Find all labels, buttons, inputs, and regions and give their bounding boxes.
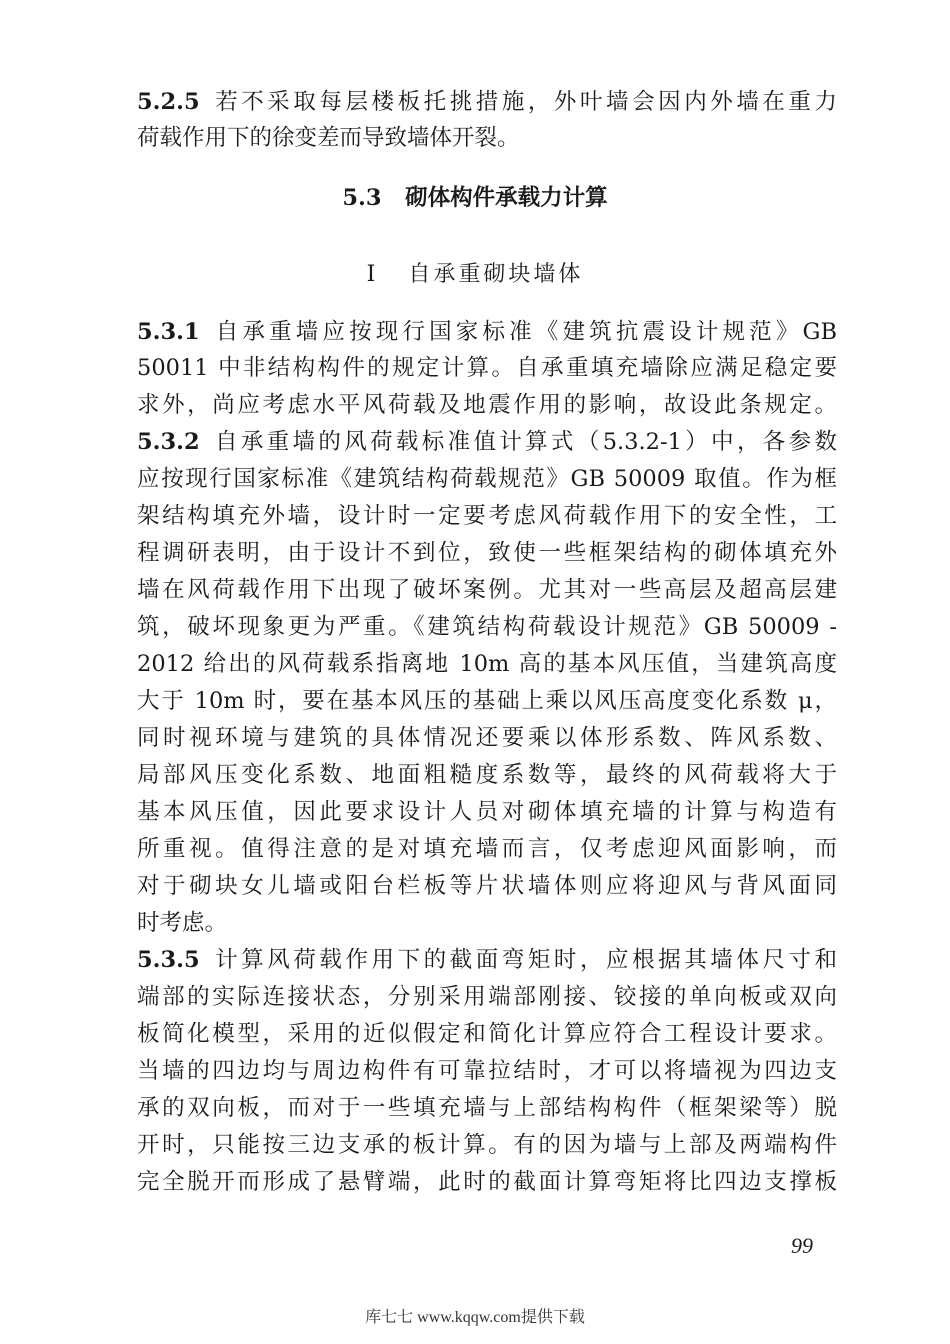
clause-5-3-2-line-3: 架结构填充外墙，设计时一定要考虑风荷载作用下的安全性，工 bbox=[137, 503, 837, 529]
clause-5-3-5-line-3: 板简化模型，采用的近似假定和简化计算应符合工程设计要求。 bbox=[137, 1021, 837, 1047]
clause-5-3-2-line-7: 2012 给出的风荷载系指离地 10m 高的基本风压值，当建筑高度 bbox=[137, 651, 837, 677]
section-heading: 5.3 砌体构件承载力计算 bbox=[342, 185, 608, 211]
clause-5-3-2-line-5: 墙在风荷载作用下出现了破坏案例。尤其对一些高层及超高层建 bbox=[137, 577, 837, 603]
clause-number: 5.3.5 bbox=[137, 947, 200, 973]
clause-5-3-1-line-2: 50011 中非结构构件的规定计算。自承重填充墙除应满足稳定要 bbox=[137, 355, 837, 381]
download-footer: 库七七 www.kqqw.com提供下载 bbox=[365, 1309, 585, 1326]
clause-5-3-2-line-12: 所重视。值得注意的是对填充墙而言，仅考虑迎风面影响，而 bbox=[137, 836, 837, 862]
clause-5-3-5-line-4: 当墙的四边均与周边构件有可靠拉结时，才可以将墙视为四边支 bbox=[137, 1058, 837, 1084]
clause-5-3-2-line-2: 应按现行国家标准《建筑结构荷载规范》GB 50009 取值。作为框 bbox=[137, 466, 837, 492]
clause-number: 5.3.2 bbox=[137, 429, 200, 455]
clause-5-3-5-line-6: 开时，只能按三边支承的板计算。有的因为墙与上部及两端构件 bbox=[137, 1132, 837, 1158]
clause-5-3-5-line-5: 承的双向板，而对于一些填充墙与上部结构构件（框架梁等）脱 bbox=[137, 1095, 837, 1121]
clause-5-3-2-line-10: 局部风压变化系数、地面粗糙度系数等，最终的风荷载将大于 bbox=[137, 762, 837, 788]
clause-5-3-5-line-1: 5.3.5 计算风荷载作用下的截面弯矩时，应根据其墙体尺寸和 bbox=[137, 947, 837, 973]
clause-5-3-2-line-6: 筑，破坏现象更为严重。《建筑结构荷载设计规范》GB 50009 - bbox=[137, 614, 837, 640]
clause-5-3-2-line-9: 同时视环境与建筑的具体情况还要乘以体形系数、阵风系数、 bbox=[137, 725, 837, 751]
clause-5-3-2-line-1: 5.3.2 自承重墙的风荷载标准值计算式（5.3.2-1）中，各参数 bbox=[137, 429, 837, 455]
clause-5-3-2-line-8: 大于 10m 时，要在基本风压的基础上乘以风压高度变化系数 μ， bbox=[137, 688, 837, 714]
clause-number: 5.2.5 bbox=[137, 89, 200, 115]
clause-5-3-5-line-2: 端部的实际连接状态，分别采用端部刚接、铰接的单向板或双向 bbox=[137, 984, 837, 1010]
subsection-heading: Ⅰ 自承重砌块墙体 bbox=[366, 262, 584, 287]
clause-5-2-5-line-1: 5.2.5 若不采取每层楼板托挑措施，外叶墙会因内外墙在重力 bbox=[137, 89, 837, 115]
clause-5-3-1-line-3: 求外，尚应考虑水平风荷载及地震作用的影响，故设此条规定。 bbox=[137, 392, 837, 418]
clause-5-3-2-line-4: 程调研表明，由于设计不到位，致使一些框架结构的砌体填充外 bbox=[137, 540, 837, 566]
clause-5-3-5-line-7: 完全脱开而形成了悬臂端，此时的截面计算弯矩将比四边支撑板 bbox=[137, 1169, 837, 1195]
clause-5-3-2-line-13: 对于砌块女儿墙或阳台栏板等片状墙体则应将迎风与背风面同 bbox=[137, 873, 837, 899]
page-number: 99 bbox=[791, 1233, 813, 1258]
clause-5-3-2-line-14: 时考虑。 bbox=[137, 910, 228, 936]
clause-5-3-2-line-11: 基本风压值，因此要求设计人员对砌体填充墙的计算与构造有 bbox=[137, 799, 837, 825]
clause-5-2-5-line-2: 荷载作用下的徐变差而导致墙体开裂。 bbox=[137, 125, 520, 151]
clause-number: 5.3.1 bbox=[137, 319, 200, 345]
clause-5-3-1-line-1: 5.3.1 自承重墙应按现行国家标准《建筑抗震设计规范》GB bbox=[137, 319, 837, 345]
